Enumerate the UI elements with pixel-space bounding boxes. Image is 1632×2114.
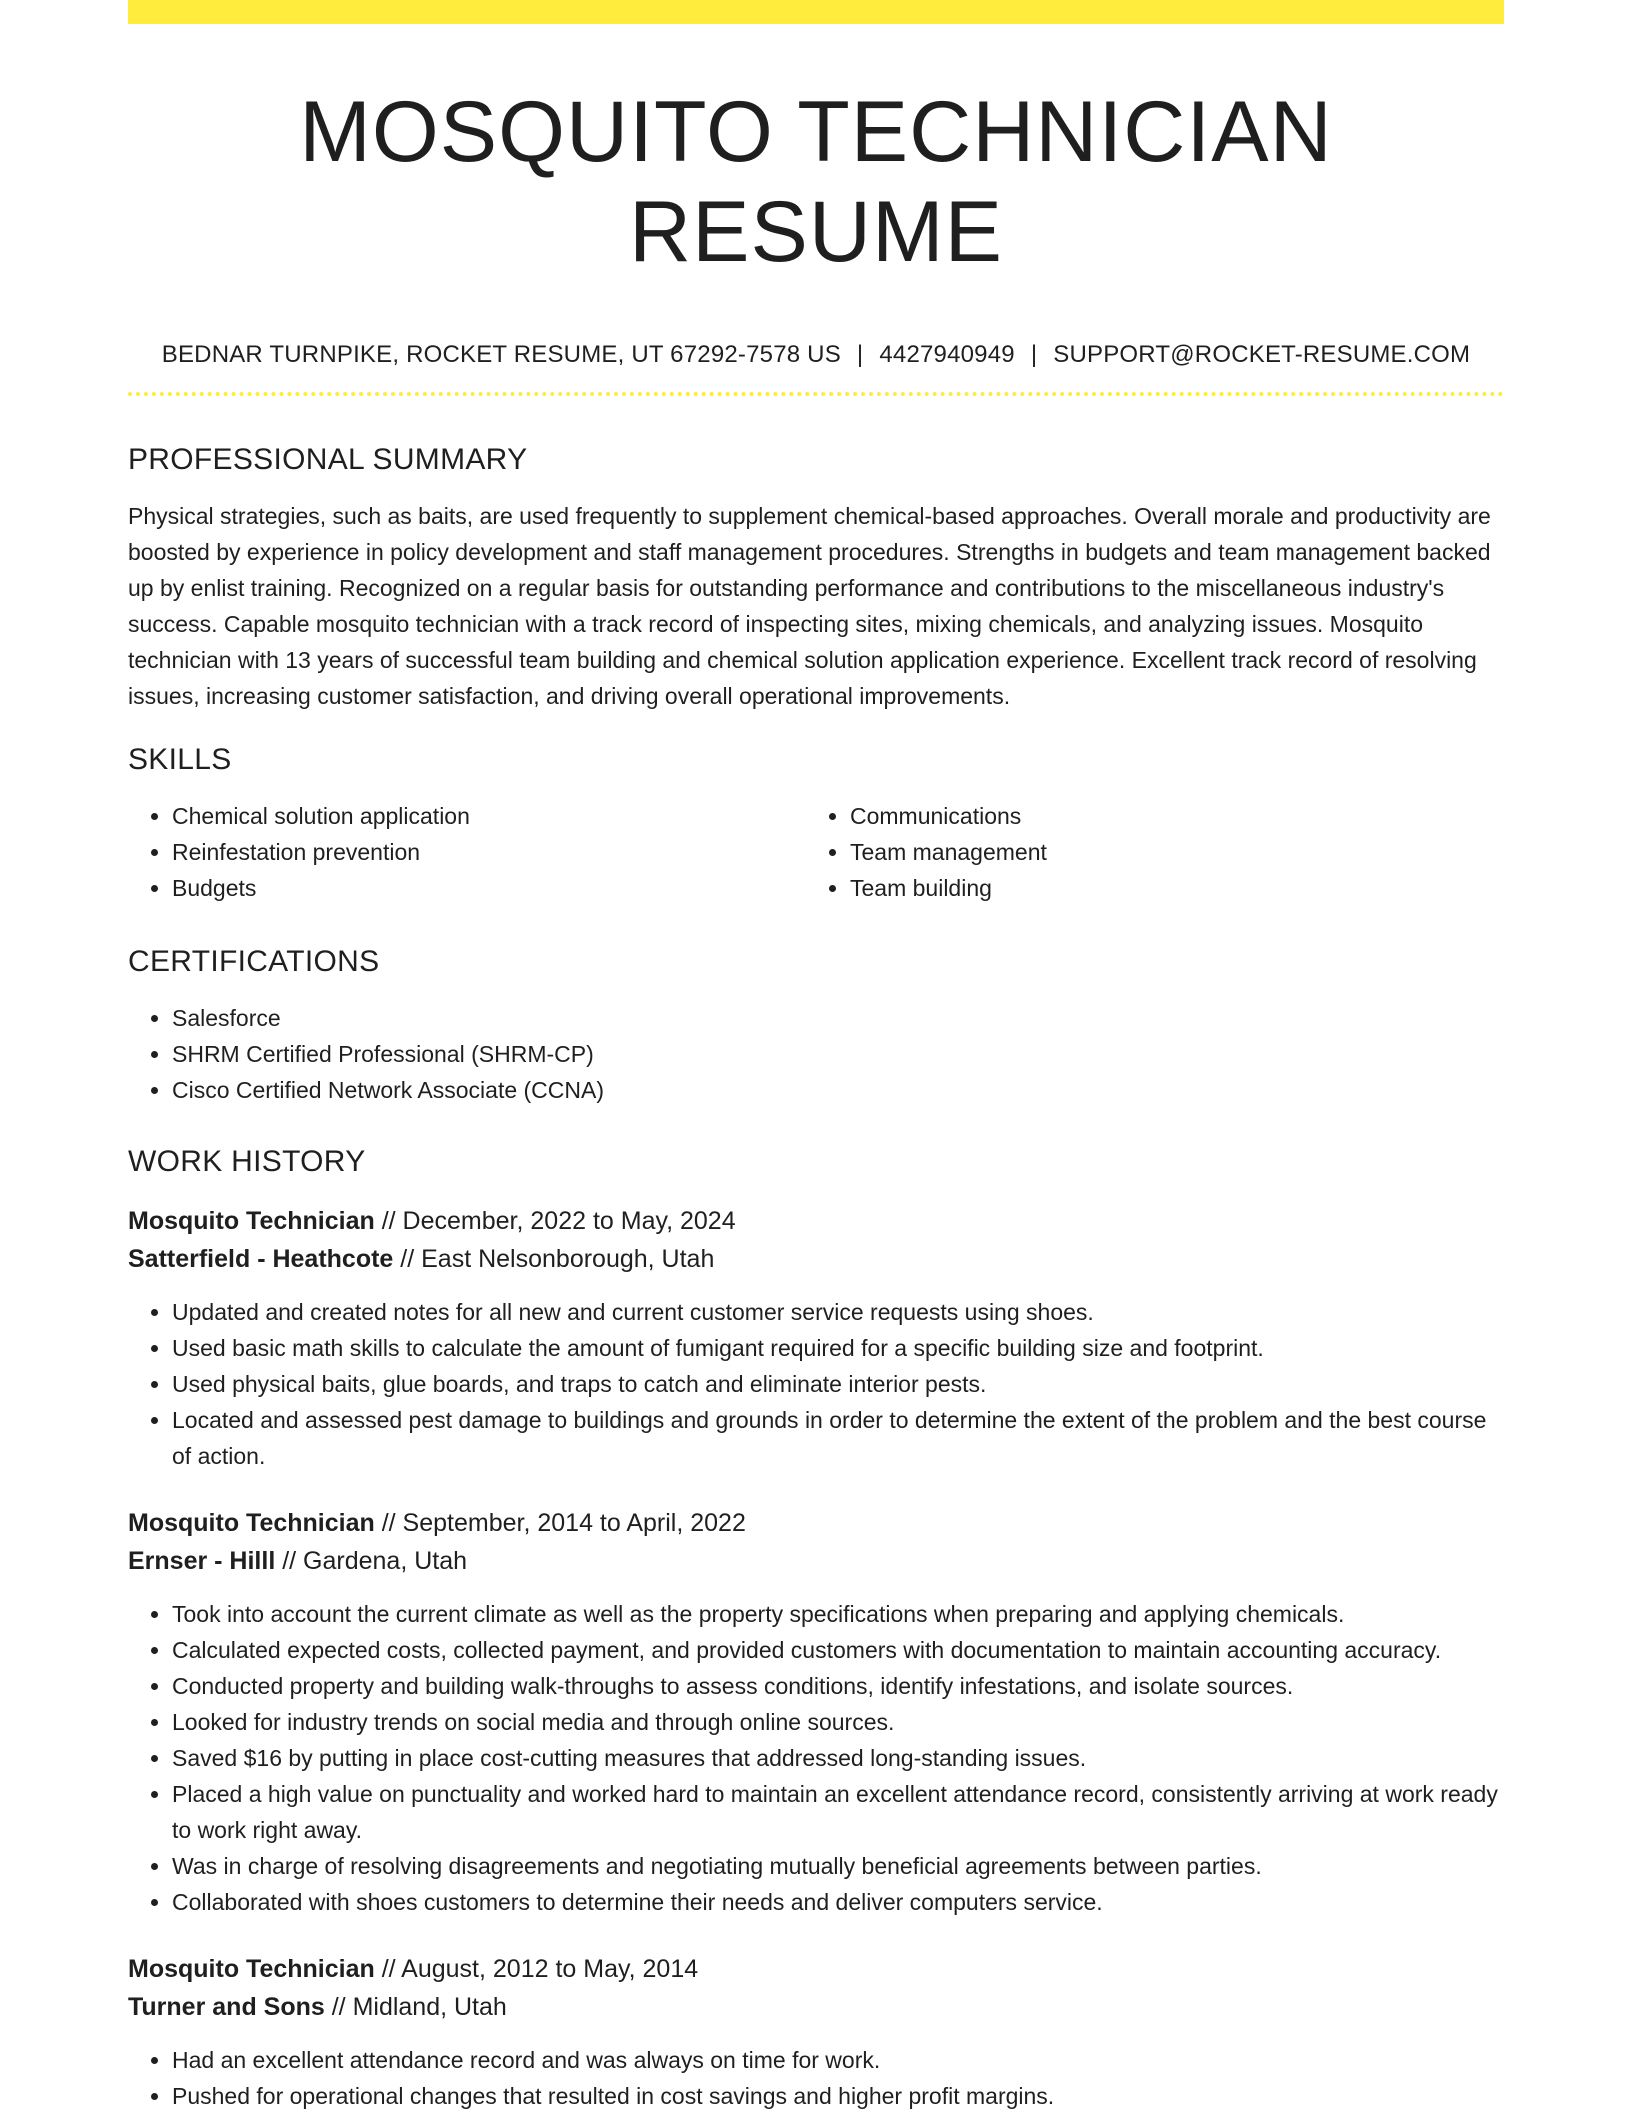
job-company: Turner and Sons (128, 1993, 325, 2021)
job-location: // Gardena, Utah (275, 1547, 468, 1575)
job-bullet: • Conducted property and building walk-throughs to assess conditions, identify infestations, and isolate sources. (172, 1668, 1504, 1704)
job-dates: // August, 2012 to May, 2014 (374, 1955, 699, 1983)
job-location: // Midland, Utah (324, 1993, 507, 2021)
certification-item: • Salesforce (172, 1000, 1504, 1036)
summary-heading: PROFESSIONAL SUMMARY (128, 443, 528, 476)
contact-separator: | (856, 341, 864, 368)
contact-email[interactable]: SUPPORT@ROCKET-RESUME.COM (1053, 341, 1471, 368)
job-bullets (128, 2042, 1504, 2114)
skills-list-left (128, 798, 806, 906)
job-dates: // December, 2022 to May, 2024 (374, 1207, 736, 1235)
job-bullet: • Placed a high value on punctuality and worked hard to maintain an excellent attendance record, consistently arriving at work ready to work right away. (172, 1776, 1504, 1848)
skills-list-right (806, 798, 1484, 906)
resume-page (128, 0, 1504, 2114)
skills-grid (128, 798, 1504, 906)
job-title-line (128, 1202, 1504, 1240)
certifications-heading: CERTIFICATIONS (128, 945, 380, 978)
contact-phone[interactable]: 4427940949 (879, 341, 1015, 368)
job-bullets (128, 1294, 1504, 1474)
job-company: Ernser - Hilll (128, 1547, 276, 1575)
skill-item: • Communications (850, 798, 1484, 834)
skill-item: • Reinfestation prevention (172, 834, 806, 870)
job-company-line (128, 1240, 1504, 1278)
job-title: Mosquito Technician (128, 1207, 375, 1235)
job-bullet: • Used physical baits, glue boards, and traps to catch and eliminate interior pests. (172, 1366, 1504, 1402)
certification-item: • SHRM Certified Professional (SHRM-CP) (172, 1036, 1504, 1072)
job-title-line (128, 1950, 1504, 1988)
job-bullet: • Collaborated with shoes customers to determine their needs and deliver computers service. (172, 1884, 1504, 1920)
skill-item: • Team management (850, 834, 1484, 870)
job-location: // East Nelsonborough, Utah (393, 1245, 715, 1273)
job-company-line (128, 1988, 1504, 2026)
skill-item: • Team building (850, 870, 1484, 906)
job-company: Satterfield - Heathcote (128, 1245, 394, 1273)
job-bullet: • Saved $16 by putting in place cost-cutting measures that addressed long-standing issues. (172, 1740, 1504, 1776)
skill-item: • Chemical solution application (172, 798, 806, 834)
job-bullet: • Calculated expected costs, collected payment, and provided customers with documentation to maintain accounting accuracy. (172, 1632, 1504, 1668)
contact-line (128, 338, 1504, 372)
top-accent-bar (128, 0, 1504, 24)
job-title: Mosquito Technician (128, 1955, 375, 1983)
job-company-line (128, 1542, 1504, 1580)
job-title-line (128, 1504, 1504, 1542)
job-bullet: • Updated and created notes for all new and current customer service requests using shoes. (172, 1294, 1504, 1330)
job-bullet: • Had an excellent attendance record and was always on time for work. (172, 2042, 1504, 2078)
job-bullet: • Was in charge of resolving disagreements and negotiating mutually beneficial agreements between parties. (172, 1848, 1504, 1884)
job-bullet: • Located and assessed pest damage to buildings and grounds in order to determine the extent of the problem and the best course of action. (172, 1402, 1504, 1474)
skills-heading: SKILLS (128, 743, 232, 776)
dotted-divider (128, 392, 1504, 396)
job-title: Mosquito Technician (128, 1509, 375, 1537)
job-bullet: • Pushed for operational changes that resulted in cost savings and higher profit margins. (172, 2078, 1504, 2114)
job-dates: // September, 2014 to April, 2022 (374, 1509, 746, 1537)
contact-address: BEDNAR TURNPIKE, ROCKET RESUME, UT 67292-7578 US (161, 341, 841, 368)
summary-text: Physical strategies, such as baits, are used frequently to supplement chemical-based approaches. Overall morale and productivity are boosted by experience in policy development and staff management procedures. Strengths in budgets and team management backed up by enlist training. Recognized on a regular basis for outstanding performance and contributions to the miscellaneous industry's success. Capable mosquito technician with a track record of inspecting sites, mixing chemicals, and analyzing issues. Mosquito technician with 13 years of successful team building and chemical solution application experience. Excellent track record of resolving issues, increasing customer satisfaction, and driving overall operational improvements. (128, 503, 1491, 709)
job-bullet: • Used basic math skills to calculate the amount of fumigant required for a specific building size and footprint. (172, 1330, 1504, 1366)
skill-item: • Budgets (172, 870, 806, 906)
job-bullets (128, 1596, 1504, 1920)
work-history-heading: WORK HISTORY (128, 1145, 366, 1178)
certification-item: • Cisco Certified Network Associate (CCNA) (172, 1072, 1504, 1108)
certifications-list (128, 1000, 1504, 1108)
resume-title: MOSQUITO TECHNICIAN RESUME (299, 84, 1333, 280)
job-bullet: • Took into account the current climate as well as the property specifications when preparing and applying chemicals. (172, 1596, 1504, 1632)
contact-separator: | (1030, 341, 1038, 368)
job-bullet: • Looked for industry trends on social media and through online sources. (172, 1704, 1504, 1740)
